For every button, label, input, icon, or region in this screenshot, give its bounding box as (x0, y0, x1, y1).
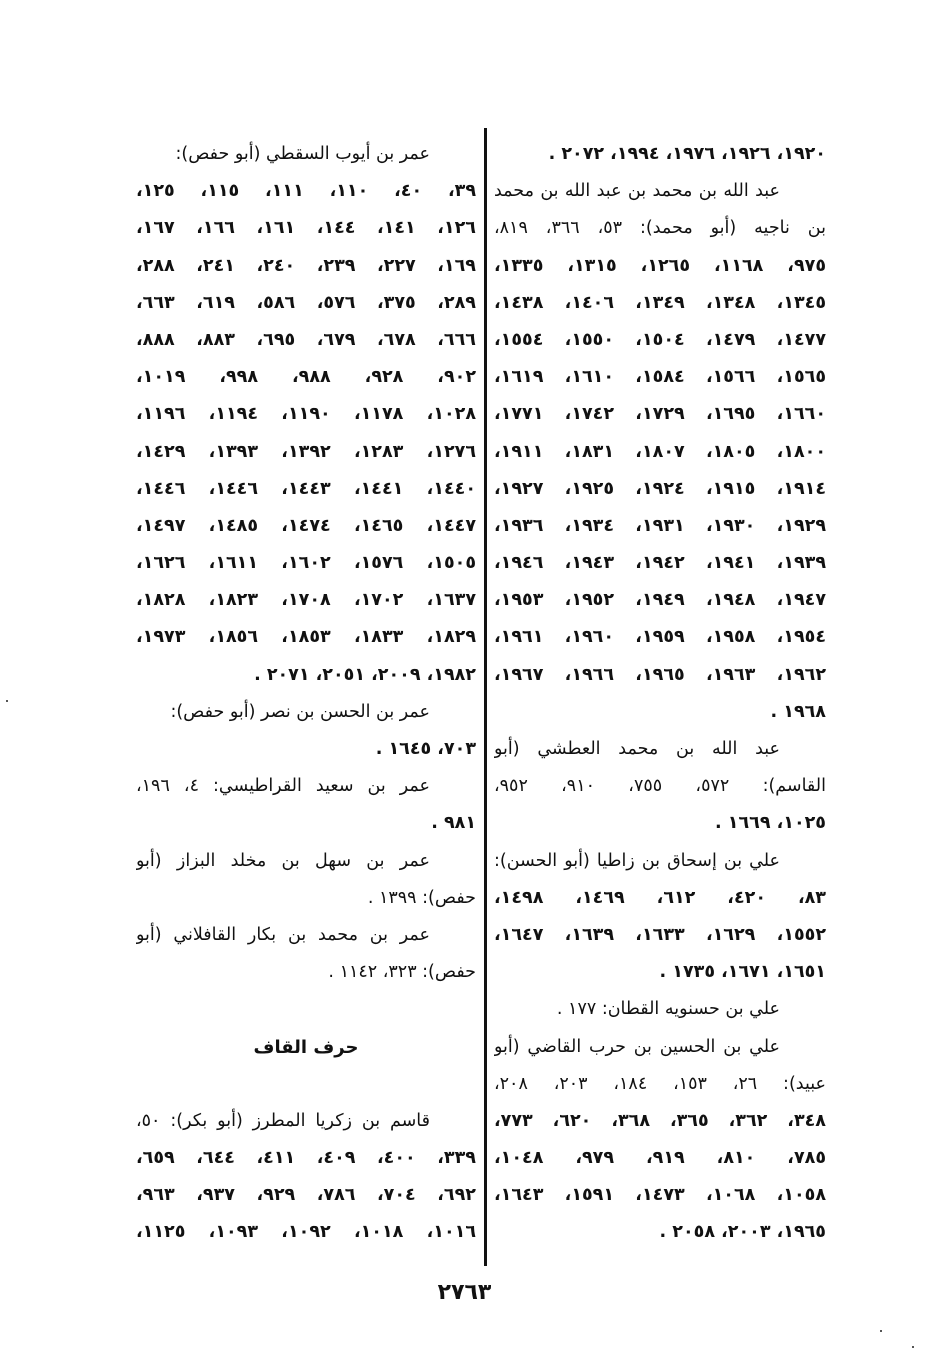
index-line: قاسم بن زكريا المطرز (أبو بكر): ٥٠، (136, 1110, 430, 1131)
index-line: حفص): ١٣٩٩ . (367, 887, 476, 908)
index-line: ١٠٢٥، ١٦٦٩ . (715, 813, 826, 834)
column-divider (484, 128, 487, 1266)
index-line: ١٨٢٩، ١٨٣٣، ١٨٥٣، ١٨٥٦، ١٩٧٣، (136, 627, 476, 648)
index-line: ١٩١٤، ١٩١٥، ١٩٢٤، ١٩٢٥، ١٩٢٧، (494, 478, 826, 499)
index-line: القاسم): ٥٧٢، ٧٥٥، ٩١٠، ٩٥٢، (494, 776, 826, 797)
index-line: علي بن الحسين بن حرب القاضي (أبو (494, 1036, 780, 1057)
index-line: ١٦٥١، ١٦٧١، ١٧٣٥ . (659, 962, 826, 983)
index-line: ١٩٦٢، ١٩٦٣، ١٩٦٥، ١٩٦٦، ١٩٦٧، (494, 664, 826, 685)
index-line: ٩٧٥، ١١٦٨، ١٢٦٥، ١٣١٥، ١٣٣٥، (494, 255, 826, 276)
index-line: عمر بن محمد بن بكار القافلاني (أبو (136, 924, 430, 945)
index-line: ١٩٨٢، ٢٠٠٩، ٢٠٥١، ٢٠٧١ . (254, 664, 476, 685)
index-line: ١٤٤٧، ١٤٦٥، ١٤٧٤، ١٤٨٥، ١٤٩٧، (136, 515, 476, 536)
index-line: ١٨٠٠، ١٨٠٥، ١٨٠٧، ١٨٣١، ١٩١١، (494, 441, 826, 462)
index-line: ٢٨٩، ٣٧٥، ٥٧٦، ٥٨٦، ٦١٩، ٦٦٣، (136, 292, 476, 313)
index-line: ١٠٢٨، ١١٧٨، ١١٩٠، ١١٩٤، ١١٩٦، (136, 404, 476, 425)
section-heading: حرف القاف (253, 1036, 359, 1058)
index-line: عمر بن أيوب السقطي (أبو حفص): (175, 144, 430, 164)
index-line: عبد الله بن محمد العطشي (أبو (494, 739, 780, 759)
index-line: ١٥٥٢، ١٦٢٩، ١٦٣٣، ١٦٣٩، ١٦٤٧، (494, 924, 826, 945)
index-line: ٣٤٨، ٣٦٢، ٣٦٥، ٣٦٨، ٦٢٠، ٧٧٣، (494, 1110, 826, 1131)
scan-speck (6, 700, 8, 702)
index-line: ٣٣٩، ٤٠٠، ٤٠٩، ٤١١، ٦٤٤، ٦٥٩، (136, 1148, 476, 1169)
index-line: علي بن إسحاق بن زاطيا (أبو الحسن): (494, 850, 780, 871)
index-line: ١٩٤٧، ١٩٤٨، ١٩٤٩، ١٩٥٢، ١٩٥٣، (494, 590, 826, 611)
index-line: ٣٩، ٤٠، ١١٠، ١١١، ١١٥، ١٢٥، (136, 181, 476, 202)
index-line: ١٩٣٩، ١٩٤١، ١٩٤٢، ١٩٤٣، ١٩٤٦، (494, 553, 826, 574)
index-line: ١٦٦٠، ١٦٩٥، ١٧٢٩، ١٧٤٢، ١٧٧١، (494, 404, 826, 425)
index-line: ١٦٩، ٢٢٧، ٢٣٩، ٢٤٠، ٢٤١، ٢٨٨، (136, 255, 476, 276)
index-line: ١٠٥٨، ١٠٦٨، ١٤٧٣، ١٥٩١، ١٦٤٣، (494, 1185, 826, 1206)
index-line: عمر بن الحسن بن نصر (أبو حفص): (170, 701, 430, 722)
index-line: علي بن حسنويه القطان: ١٧٧ . (556, 999, 780, 1020)
index-line: ١٣٤٥، ١٣٤٨، ١٣٤٩، ١٤٠٦، ١٤٣٨، (494, 292, 826, 313)
index-line: ١٩٥٤، ١٩٥٨، ١٩٥٩، ١٩٦٠، ١٩٦١، (494, 627, 826, 648)
index-line: عمر بن سهل بن مخلد البزاز (أبو (136, 850, 430, 871)
spacer (136, 1066, 476, 1103)
index-line: ٩٠٢، ٩٢٨، ٩٨٨، ٩٩٨، ١٠١٩، (136, 367, 476, 388)
spacer (136, 991, 476, 1028)
index-line: ٦٩٢، ٧٠٤، ٧٨٦، ٩٢٩، ٩٣٧، ٩٦٣، (136, 1185, 476, 1206)
index-line: ١٠١٦، ١٠١٨، ١٠٩٢، ١٠٩٣، ١١٢٥، (136, 1222, 476, 1243)
index-line: ١٥٠٥، ١٥٧٦، ١٦٠٢، ١٦١١، ١٦٢٦، (136, 553, 476, 574)
index-entries-ain (136, 136, 476, 991)
index-column-right (494, 136, 826, 1252)
index-line: ٧٨٥، ٨١٠، ٩١٩، ٩٧٩، ١٠٤٨، (494, 1148, 826, 1169)
index-line: ١٥٦٥، ١٥٦٦، ١٥٨٤، ١٦١٠، ١٦١٩، (494, 367, 826, 388)
index-line: ١٤٧٧، ١٤٧٩، ١٥٠٤، ١٥٥٠، ١٥٥٤، (494, 329, 826, 350)
index-line: ٩٨١ . (431, 813, 476, 834)
page-number: ٢٧٦٣ (437, 1280, 492, 1305)
index-line: ١٩٢٩، ١٩٣٠، ١٩٣١، ١٩٣٤، ١٩٣٦، (494, 515, 826, 536)
index-line: عبد الله بن محمد بن عبد الله بن محمد (494, 181, 780, 202)
index-line: ١٩٦٨ . (770, 701, 826, 722)
index-line: ٨٣، ٤٢٠، ٦١٢، ١٤٦٩، ١٤٩٨، (494, 887, 826, 908)
index-line: ١٦٣٧، ١٧٠٢، ١٧٠٨، ١٨٢٣، ١٨٢٨، (136, 590, 476, 611)
index-line: عمر بن سعيد القراطيسي: ٤، ١٩٦، (136, 776, 430, 797)
index-line: ١٢٧٦، ١٢٨٣، ١٣٩٢، ١٣٩٣، ١٤٢٩، (136, 441, 476, 462)
index-entries-qaf (136, 1103, 476, 1252)
index-line: بن ناجيه (أبو محمد): ٥٣، ٣٦٦، ٨١٩، (494, 218, 826, 239)
index-line: ٦٦٦، ٦٧٨، ٦٧٩، ٦٩٥، ٨٨٣، ٨٨٨، (136, 329, 476, 350)
scan-speck (880, 1330, 882, 1332)
index-line: ١٩٢٠، ١٩٢٦، ١٩٧٦، ١٩٩٤، ٢٠٧٢ . (548, 144, 826, 164)
index-line: ١٩٦٥، ٢٠٠٣، ٢٠٥٨ . (659, 1222, 826, 1243)
scan-speck (912, 1346, 914, 1348)
index-line: حفص): ٣٢٣، ١١٤٢ . (328, 962, 476, 983)
index-line: عبيد): ٢٦، ١٥٣، ١٨٤، ٢٠٣، ٢٠٨، (494, 1073, 826, 1094)
index-line: ١٢٦، ١٤١، ١٤٤، ١٦١، ١٦٦، ١٦٧، (136, 218, 476, 239)
index-line: ٧٠٣، ١٦٤٥ . (375, 739, 476, 759)
index-line: ١٤٤٠، ١٤٤١، ١٤٤٣، ١٤٤٦، ١٤٤٦، (136, 478, 476, 499)
index-column-left (136, 136, 476, 1252)
